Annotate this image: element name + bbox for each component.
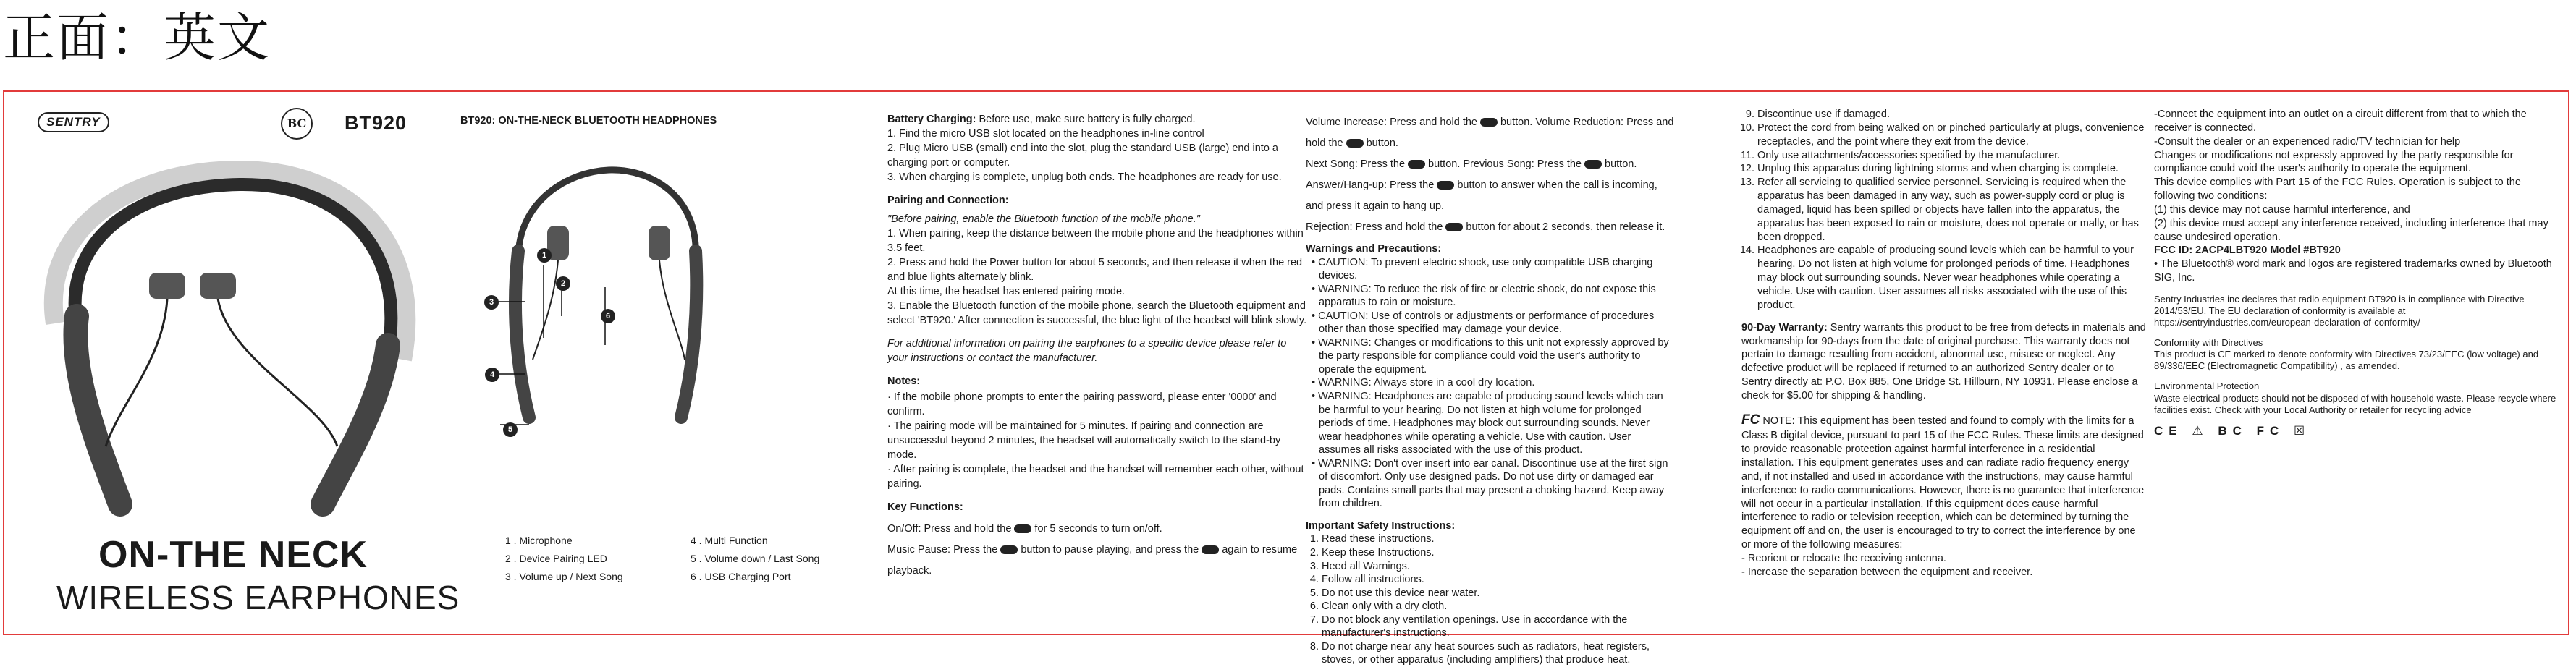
neckband-shadow [54,170,406,360]
safety-item: 6. Clean only with a dry cloth. [1322,600,1675,613]
warranty-heading: 90-Day Warranty: [1741,321,1828,334]
vol-down-icon [1346,139,1364,148]
warning-item: • WARNING: Headphones are capable of producing sound levels which can be harmful to your hearing. Do not listen at high volume for prolonged periods of time. Headphones may block out surrounding sounds. Never wear headphones while operating a vehicle. Use with caution. User assumes all risks associated with the use of this product. [1312,391,1663,456]
pairing-step: 2. Press and hold the Power button for about 5 seconds, and then release it when the red and blue lights alternately blink. [887,257,1303,283]
legend-item: 3 . Volume up / Next Song [505,571,623,583]
product-title-line1: ON-THE NECK [98,534,368,576]
warning-item: • WARNING: Don't over insert into ear canal. Discontinue use at the first sign of discomfort. Only use designed pads. Do not use dirty or damaged ear pads. Contains small parts that may present a choking hazard. Keep away from children. [1312,457,1668,510]
song-text: button. [1605,158,1637,170]
sentry-logo [38,112,109,132]
safety-item: 5. Do not use this device near water. [1322,587,1675,600]
fcc-measure: -Connect the equipment into an outlet on a circuit different from that to which the receiver is connected. [2154,109,2527,134]
warning-item: • CAUTION: Use of controls or adjustments or performance of procedures other than those specified may damage your device. [1312,310,1655,336]
left-earbud [149,273,185,299]
setup-instructions [887,112,1307,582]
warnings-list [1306,256,1675,511]
safety-item: 11. Only use attachments/accessories specified by the manufacturer. [1757,149,2147,163]
compliance-text: This device complies with Part 15 of the FCC Rules. Operation is subject to the following two conditions: [2154,177,2521,203]
note-item: · After pairing is complete, the headset and the handset will remember each other, without pairing. [887,464,1304,490]
compliance-text: (2) this device must accept any interference received, including interference that may cause undesired operation. [2154,217,2548,243]
pairing-heading: Pairing and Connection: [887,195,1009,206]
safety-and-warranty [1741,108,2147,579]
pairing-note: "Before pairing, enable the Bluetooth function of the mobile phone." [887,213,1200,225]
safety-item: 10. Protect the cord from being walked on or pinched particularly at plugs, convenience receptacles, and the point where they exit from the device. [1757,122,2147,149]
directives-text: This product is CE marked to denote conformity with Directives 73/23/EEC (low voltage) and 89/336/EEC (Electromagnetic Compatibility) , as amended. [2154,349,2539,372]
volume-text: button. [1366,137,1398,149]
brand-name: SENTRY [46,115,101,129]
diagram-leaders [489,265,605,425]
legend-right [691,532,819,587]
charging-step: 3. When charging is complete, unplug both ends. The headphones are ready for use. [887,171,1282,183]
notes-heading: Notes: [887,375,921,387]
key-pause-text: Music Pause: Press the [887,544,998,556]
safety-item: 13. Refer all servicing to qualified service personnel. Servicing is required when the apparatus has been damaged in any way, such as power-supply cord or plug is damaged, liquid has been spilled or objects have fallen into the apparatus, the apparatus has been exposed to rain or moisture, does not operate or mally, or has been dropped. [1757,176,2147,244]
diagram-right-bud [649,226,670,260]
pairing-more-info: For additional information on pairing the earphones to a specific device please refer to your instructions or contact the manufacturer. [887,338,1287,364]
callout-2: 2 [556,276,570,291]
fcc-measure: - Increase the separation between the equipment and receiver. [1741,566,2033,578]
safety-item: 9. Discontinue use if damaged. [1757,108,2147,122]
diagram-right-arm [681,251,696,417]
fcc-measure: -Consult the dealer or an experienced radio/TV technician for help [2154,135,2461,148]
volume-text: Volume Increase: Press and hold the [1306,116,1477,128]
weee-bin-icon: ☒ [2294,423,2311,438]
safety-item: 7. Do not block any ventilation openings. Use in accordance with the manufacturer's instructions. [1322,613,1675,640]
call-icon [1445,223,1463,231]
product-title-line2: WIRELESS EARPHONES [56,579,460,616]
left-arm [75,316,120,504]
legend-item: 4 . Multi Function [691,535,768,546]
safety-item: 14. Headphones are capable of producing sound levels which can be harmful to your hearing. Do not listen at high volume for prolonged periods of time. Headphones may block out surrounding sounds. Never wear headphones while operating a vehicle. Use with caution. User assumes all risks associated with the use of this product. [1757,244,2147,312]
safety-heading: Important Safety Instructions: [1306,519,1456,532]
eu-declaration: Sentry Industries inc declares that radio equipment BT920 is in compliance with Directive 2014/53/EU. The EU declaration of conformity is available at https://sentryindustries.com/european-declaration-of-conformity/ [2154,293,2525,328]
legend-item: 2 . Device Pairing LED [505,553,607,565]
safety-item: 3. Heed all Warnings. [1322,560,1675,574]
callout-6: 6 [601,309,615,323]
directives-heading: Conformity with Directives [2154,336,2263,348]
callout-1: 1 [537,248,552,263]
warnings-heading: Warnings and Precautions: [1306,243,1442,255]
pairing-step: At this time, the headset has entered pairing mode. [887,286,1126,297]
warning-item: • WARNING: To reduce the risk of fire or electric shock, do not expose this apparatus to rain or moisture. [1312,283,1656,309]
environment-text: Waste electrical products should not be disposed of with household waste. Please recycle where facilities exist. Check with your Local Authority or retailer for recycling advice [2154,393,2556,415]
neckband [75,184,392,352]
trademark-note: • The Bluetooth® word mark and logos are registered trademarks owned by Bluetooth SIG, Inc. [2154,258,2552,284]
safety-item: 2. Keep these Instructions. [1322,546,1675,560]
fcc-mark-icon: FC [2256,423,2285,438]
legend-item: 6 . USB Charging Port [691,571,791,583]
safety-list [1306,532,1675,666]
charging-intro: Before use, make sure battery is fully charged. [976,114,1196,125]
button-icon [1202,545,1219,554]
safety-item: 12. Unplug this apparatus during lightning storms and when charging is complete. [1757,162,2147,176]
warning-mark-icon: ⚠ [2192,423,2209,438]
note-item: · The pairing mode will be maintained for 5 minutes. If pairing and connection are unsuccessful beyond 2 minutes, the headset will automatically switch to the stand-by mode. [887,420,1281,461]
warning-item: • CAUTION: To prevent electric shock, use only compatible USB charging devices. [1312,256,1653,282]
callout-3: 3 [484,295,499,310]
right-arm [323,345,388,504]
compliance-text: Changes or modifications not expressly approved by the party responsible for compliance could void the user's authority to operate the equipment. [2154,149,2514,175]
reject-text: button for about 2 seconds, then release it. [1466,221,1665,233]
answer-text: Answer/Hang-up: Press the [1306,179,1435,191]
fcc-logo: FC [1741,412,1760,428]
fcc-note: NOTE: This equipment has been tested and found to comply with the limits for a Class B digital device, pursuant to part 15 of the FCC Rules. These limits are designed to provide reasonable protection against harmful interference in a residential installation. This equipment generates uses and can radiate radio frequency energy and, if not installed and used in accordance with the instructions, may cause harmful interference to radio communications. However, there is no guarantee that interference will not occur in a particular installation. If this equipment does cause harmful interference to radio or television reception, which can be determined by turning the equipment off and on, the user is encouraged to try to correct the interference by one or more of the following measures: [1741,415,2145,551]
safety-item: 1. Read these instructions. [1322,532,1675,546]
song-text: button. Previous Song: Press the [1428,158,1582,170]
warning-item: • WARNING: Always store in a cool dry location. [1312,377,1535,389]
button-icon [1014,524,1031,533]
bc-logo-text: BC [287,116,307,130]
legend-left [505,532,623,587]
controls-and-warnings [1306,112,1675,667]
callout-5: 5 [503,422,518,437]
legend-item: 5 . Volume down / Last Song [691,553,820,565]
charging-step: 1. Find the micro USB slot located on the headphones in-line control [887,128,1204,140]
answer-text: button to answer when the call is incoming, and press it again to hang up. [1306,179,1657,212]
pairing-step: 1. When pairing, keep the distance between the mobile phone and the headphones within 3.5 feet. [887,228,1304,254]
manual-sheet [3,90,2569,666]
earbud-cable [106,299,337,446]
next-icon [1408,160,1425,169]
prev-icon [1584,160,1602,169]
certification-marks [2154,423,2559,439]
key-pause-text: again to resume playback. [887,544,1298,577]
compliance-info [2154,108,2559,439]
fcc-id: FCC ID: 2ACP4LBT920 Model #BT920 [2154,245,2341,257]
callout-4: 4 [485,368,499,382]
charging-heading: Battery Charging: [887,114,976,125]
key-onoff-text: On/Off: Press and hold the [887,523,1012,535]
bc-logo [281,108,313,140]
fcc-measure: - Reorient or relocate the receiving antenna. [1741,553,1946,564]
warning-item: • WARNING: Changes or modifications to this unit not expressly approved by the party responsible for compliance could void the user's authority to operate the equipment. [1312,336,1669,375]
warranty-text: Sentry warrants this product to be free from defects in materials and workmanship for 90-days from the date of original purchase. This warranty does not pertain to damage resulting from accident, abnormal use, misuse or neglect. Any defective product will be replaced if returned to an authorized Sentry dealer or to Sentry directly at: P.O. Box 885, One Bridge St. Hillburn, NY 10931. Please enclose a check for $5.00 for shipping & handling. [1741,321,2146,402]
page-header: 正面：英文 [3,7,271,68]
environment-heading: Environmental Protection [2154,381,2260,392]
key-functions-heading: Key Functions: [887,501,963,513]
model-number: BT920 [345,112,407,134]
safety-item: 4. Follow all instructions. [1322,573,1675,587]
reject-text: Rejection: Press and hold the [1306,221,1443,233]
ce-mark-icon: CE [2154,423,2183,438]
right-earbud [200,273,236,299]
safety-list-continued [1741,108,2147,313]
compliance-text: (1) this device may not cause harmful interference, and [2154,203,2410,216]
call-icon [1437,181,1454,190]
note-item: · If the mobile phone prompts to enter the pairing password, please enter '0000' and confirm. [887,391,1277,417]
legend-item: 1 . Microphone [505,535,573,546]
diagram-left-arm [515,251,529,417]
button-icon [1000,545,1018,554]
volume-text: button. Volume Reduction: Press and hold the [1306,116,1674,149]
vol-up-icon [1480,118,1498,127]
charging-step: 2. Plug Micro USB (small) end into the slot, plug the standard USB (large) end into a charging port or computer. [887,143,1278,169]
diagram-title: BT920: ON-THE-NECK BLUETOOTH HEADPHONES [460,115,717,127]
pairing-step: 3. Enable the Bluetooth function of the mobile phone, search the Bluetooth equipment and select 'BT920.' After connection is successful, the blue light of the headset will blink slowly. [887,300,1307,326]
safety-item: 8. Do not charge near any heat sources such as radiators, heat registers, stoves, or other apparatus (including amplifiers) that produce heat. [1322,640,1675,667]
song-text: Next Song: Press the [1306,158,1406,170]
bc-mark-icon: BC [2218,423,2247,438]
neckband-illustration [33,143,424,526]
key-pause-text: button to pause playing, and press the [1021,544,1199,556]
key-onoff-text: for 5 seconds to turn on/off. [1034,523,1162,535]
